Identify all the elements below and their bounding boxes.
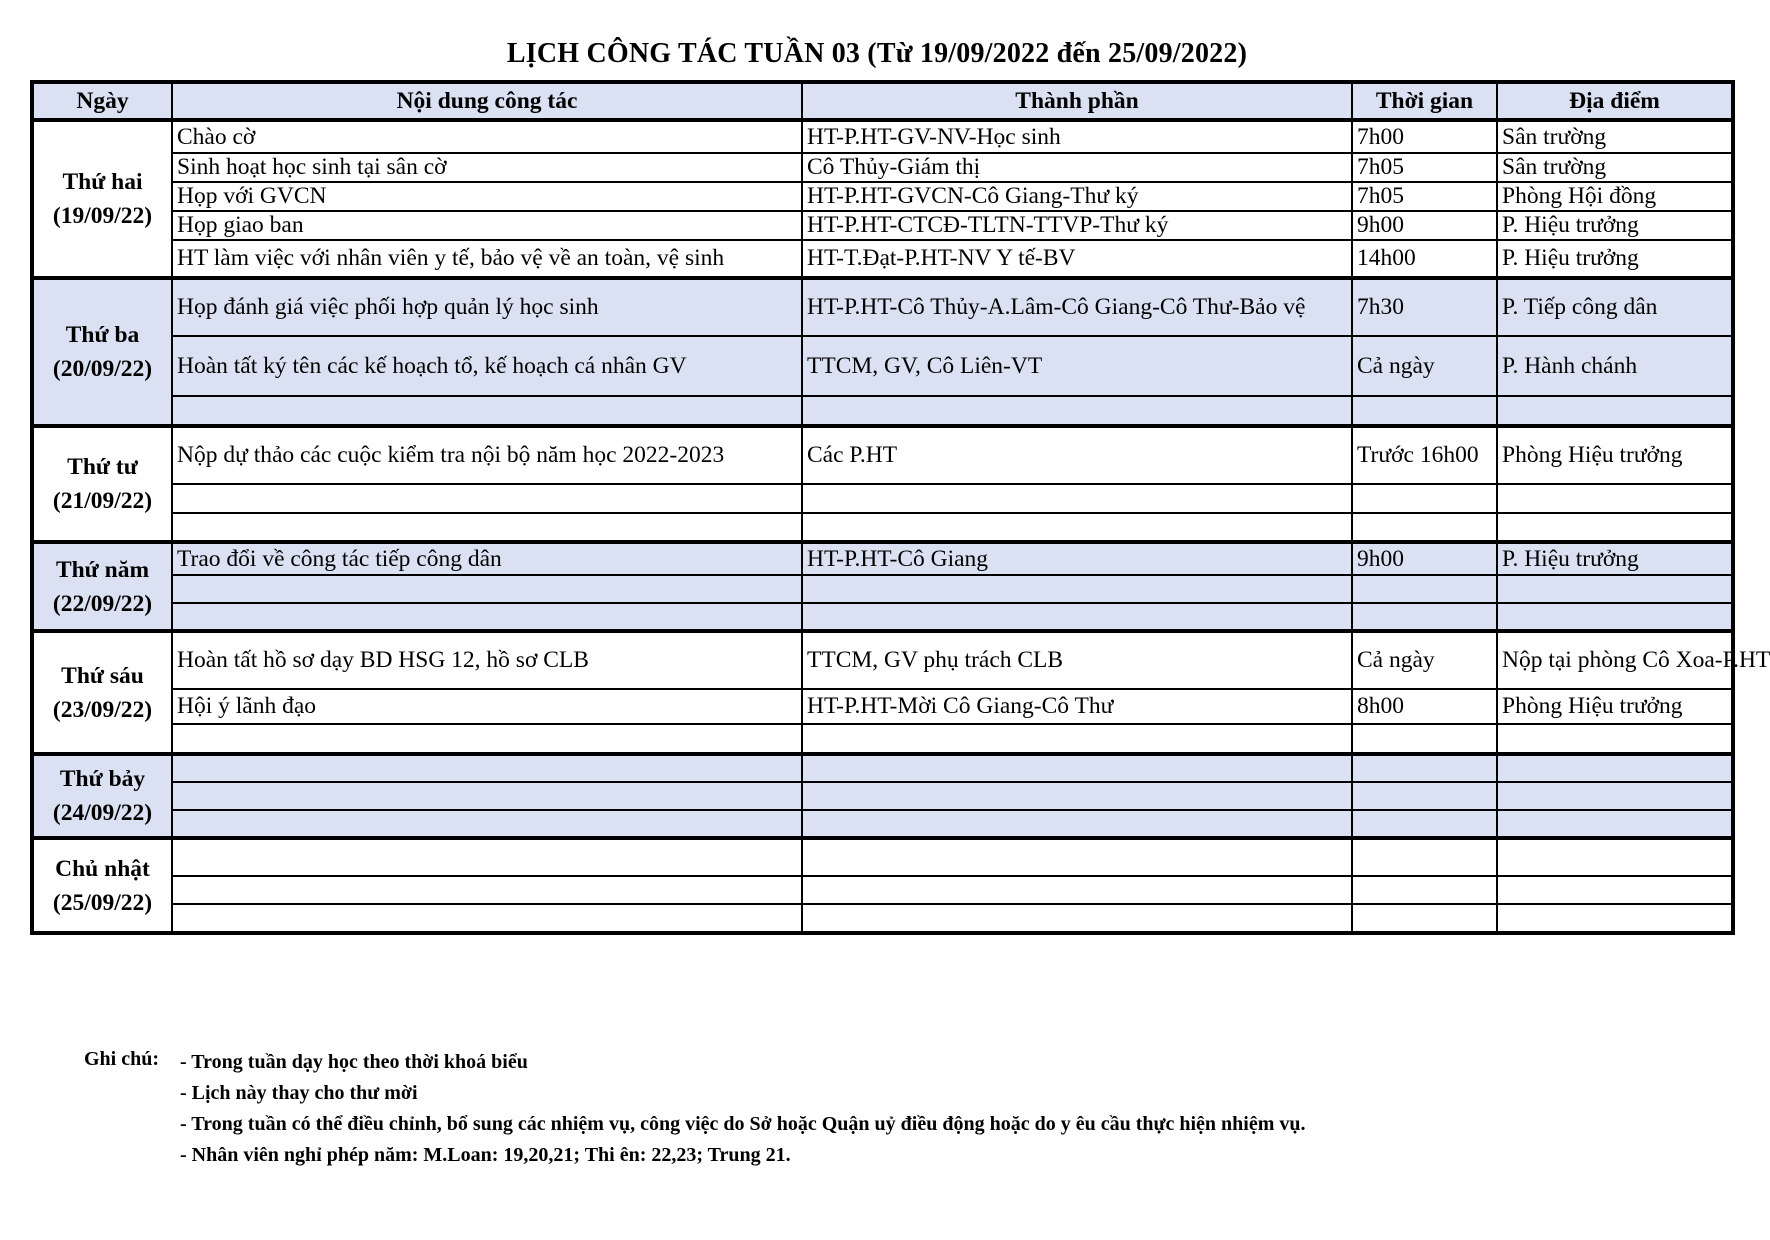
day-date: (25/09/22)	[52, 889, 153, 916]
content-cell: Họp đánh giá việc phối hợp quản lý học sinh	[172, 278, 802, 336]
participants-cell: TTCM, GV, Cô Liên-VT	[802, 336, 1352, 396]
time-cell	[1352, 876, 1497, 904]
table-row	[32, 120, 1733, 153]
participants-cell	[802, 838, 1352, 876]
place-cell: Sân trường	[1497, 120, 1733, 153]
place-cell: Phòng Hiệu trưởng	[1497, 426, 1733, 484]
table-row	[32, 153, 1733, 182]
content-cell: Sinh hoạt học sinh tại sân cờ	[172, 153, 802, 182]
day-name: Thứ bảy	[59, 766, 146, 792]
content-cell: Hoàn tất ký tên các kế hoạch tổ, kế hoạch cá nhân GV	[172, 336, 802, 396]
content-cell	[172, 396, 802, 426]
participants-cell	[802, 876, 1352, 904]
participants-cell	[802, 603, 1352, 631]
table-row	[32, 603, 1733, 631]
participants-cell: HT-P.HT-CTCĐ-TLTN-TTVP-Thư ký	[802, 211, 1352, 240]
place-cell: P. Hiệu trưởng	[1497, 211, 1733, 240]
participants-cell	[802, 396, 1352, 426]
participants-cell: HT-P.HT-Cô Giang	[802, 542, 1352, 575]
note-item: - Trong tuần có thể điều chỉnh, bổ sung các nhiệm vụ, công việc do Sở hoặc Quận uỷ điều động hoặc do y êu cầu thực hiện nhiệm vụ.	[180, 1113, 1306, 1135]
time-cell: 9h00	[1352, 211, 1497, 240]
participants-cell	[802, 904, 1352, 933]
table-row	[32, 754, 1733, 782]
time-cell	[1352, 754, 1497, 782]
place-cell: P. Tiếp công dân	[1497, 278, 1733, 336]
content-cell	[172, 513, 802, 542]
header-place: Địa điểm	[1497, 82, 1733, 120]
content-cell	[172, 603, 802, 631]
time-cell: 7h05	[1352, 182, 1497, 211]
participants-cell	[802, 513, 1352, 542]
table-row	[32, 513, 1733, 542]
time-cell	[1352, 484, 1497, 513]
note-item: - Lịch này thay cho thư mời	[180, 1082, 418, 1104]
time-cell	[1352, 904, 1497, 933]
content-cell	[172, 724, 802, 754]
place-cell: P. Hành chánh	[1497, 336, 1733, 396]
place-cell: Phòng Hội đồng	[1497, 182, 1733, 211]
table-row	[32, 810, 1733, 838]
place-cell	[1497, 575, 1733, 603]
time-cell	[1352, 396, 1497, 426]
time-cell: 9h00	[1352, 542, 1497, 575]
participants-cell: HT-P.HT-GVCN-Cô Giang-Thư ký	[802, 182, 1352, 211]
place-cell: Nộp tại phòng Cô Xoa-P.HT	[1497, 631, 1733, 689]
day-date: (24/09/22)	[52, 800, 153, 826]
participants-cell	[802, 782, 1352, 810]
table-row	[32, 336, 1733, 396]
schedule-body	[32, 120, 1770, 933]
place-cell	[1497, 782, 1733, 810]
day-date: (20/09/22)	[52, 356, 153, 382]
place-cell	[1497, 876, 1733, 904]
header-day: Ngày	[32, 82, 172, 120]
day-date: (19/09/22)	[52, 203, 153, 229]
participants-cell: HT-P.HT-Mời Cô Giang-Cô Thư	[802, 689, 1352, 724]
table-row	[32, 631, 1733, 689]
place-cell	[1497, 724, 1733, 754]
place-cell	[1497, 513, 1733, 542]
day-cell	[32, 278, 172, 426]
content-cell	[172, 484, 802, 513]
day-name: Thứ sáu	[61, 662, 144, 689]
day-cell	[32, 754, 172, 838]
day-cell	[32, 542, 172, 631]
place-cell	[1497, 603, 1733, 631]
table-row	[32, 904, 1733, 933]
note-item: - Nhân viên nghỉ phép năm: M.Loan: 19,20,21; Thi ên: 22,23; Trung 21.	[180, 1144, 791, 1166]
content-cell	[172, 904, 802, 933]
day-date: (21/09/22)	[52, 488, 153, 514]
place-cell: P. Hiệu trưởng	[1497, 240, 1733, 278]
content-cell	[172, 754, 802, 782]
time-cell	[1352, 603, 1497, 631]
content-cell: HT làm việc với nhân viên y tế, bảo vệ về an toàn, vệ sinh	[172, 240, 802, 278]
table-row	[32, 426, 1733, 484]
table-row	[32, 240, 1733, 278]
content-cell: Hội ý lãnh đạo	[172, 689, 802, 724]
content-cell	[172, 810, 802, 838]
time-cell: 14h00	[1352, 240, 1497, 278]
content-cell: Hoàn tất hồ sơ dạy BD HSG 12, hồ sơ CLB	[172, 631, 802, 689]
day-name: Thứ hai	[62, 169, 143, 195]
time-cell: Cả ngày	[1352, 336, 1497, 396]
notes-label: Ghi chú:	[84, 1048, 160, 1070]
participants-cell: HT-T.Đạt-P.HT-NV Y tế-BV	[802, 240, 1352, 278]
day-name: Thứ ba	[65, 322, 140, 348]
content-cell: Chào cờ	[172, 120, 802, 153]
schedule-table	[30, 80, 1770, 935]
time-cell	[1352, 838, 1497, 876]
place-cell: Phòng Hiệu trưởng	[1497, 689, 1733, 724]
table-row	[32, 876, 1733, 904]
table-row	[32, 542, 1733, 575]
participants-cell	[802, 484, 1352, 513]
header-content: Nội dung công tác	[172, 82, 802, 120]
table-row	[32, 724, 1733, 754]
place-cell: P. Hiệu trưởng	[1497, 542, 1733, 575]
content-cell: Trao đổi về công tác tiếp công dân	[172, 542, 802, 575]
day-cell	[32, 838, 172, 933]
table-row	[32, 182, 1733, 211]
participants-cell	[802, 754, 1352, 782]
place-cell	[1497, 484, 1733, 513]
note-item: - Trong tuần dạy học theo thời khoá biểu	[180, 1051, 528, 1073]
day-name: Thứ tư	[67, 454, 138, 480]
participants-cell	[802, 810, 1352, 838]
participants-cell	[802, 724, 1352, 754]
content-cell	[172, 876, 802, 904]
time-cell	[1352, 782, 1497, 810]
content-cell: Họp với GVCN	[172, 182, 802, 211]
day-cell	[32, 631, 172, 754]
time-cell	[1352, 575, 1497, 603]
header-participants: Thành phần	[802, 82, 1352, 120]
time-cell: Cả ngày	[1352, 631, 1497, 689]
content-cell: Họp giao ban	[172, 211, 802, 240]
time-cell	[1352, 810, 1497, 838]
content-cell	[172, 575, 802, 603]
place-cell	[1497, 754, 1733, 782]
time-cell	[1352, 724, 1497, 754]
participants-cell: HT-P.HT-Cô Thủy-A.Lâm-Cô Giang-Cô Thư-Bảo vệ	[802, 278, 1352, 336]
day-name: Thứ năm	[55, 556, 150, 583]
day-date: (23/09/22)	[52, 696, 153, 723]
table-row	[32, 689, 1733, 724]
day-cell	[32, 120, 172, 278]
table-row	[32, 575, 1733, 603]
table-row	[32, 484, 1733, 513]
day-name: Chủ nhật	[55, 855, 150, 882]
table-row	[32, 278, 1733, 336]
page-title: LỊCH CÔNG TÁC TUẦN 03 (Từ 19/09/2022 đến 25/09/2022)	[506, 38, 1248, 69]
place-cell	[1497, 396, 1733, 426]
place-cell	[1497, 810, 1733, 838]
table-row	[32, 211, 1733, 240]
place-cell	[1497, 838, 1733, 876]
time-cell: 7h30	[1352, 278, 1497, 336]
participants-cell: HT-P.HT-GV-NV-Học sinh	[802, 120, 1352, 153]
notes-list	[180, 1048, 1680, 1172]
participants-cell	[802, 575, 1352, 603]
participants-cell: Các P.HT	[802, 426, 1352, 484]
table-row	[32, 782, 1733, 810]
table-row	[32, 838, 1733, 876]
table-row	[32, 396, 1733, 426]
header-time: Thời gian	[1352, 82, 1497, 120]
time-cell	[1352, 513, 1497, 542]
participants-cell: TTCM, GV phụ trách CLB	[802, 631, 1352, 689]
time-cell: Trước 16h00	[1352, 426, 1497, 484]
day-cell	[32, 426, 172, 542]
header-row	[32, 82, 1733, 120]
time-cell: 8h00	[1352, 689, 1497, 724]
day-date: (22/09/22)	[52, 590, 153, 617]
place-cell: Sân trường	[1497, 153, 1733, 182]
time-cell: 7h05	[1352, 153, 1497, 182]
place-cell	[1497, 904, 1733, 933]
content-cell	[172, 838, 802, 876]
content-cell: Nộp dự thảo các cuộc kiểm tra nội bộ năm học 2022-2023	[172, 426, 802, 484]
participants-cell: Cô Thủy-Giám thị	[802, 153, 1352, 182]
time-cell: 7h00	[1352, 120, 1497, 153]
content-cell	[172, 782, 802, 810]
